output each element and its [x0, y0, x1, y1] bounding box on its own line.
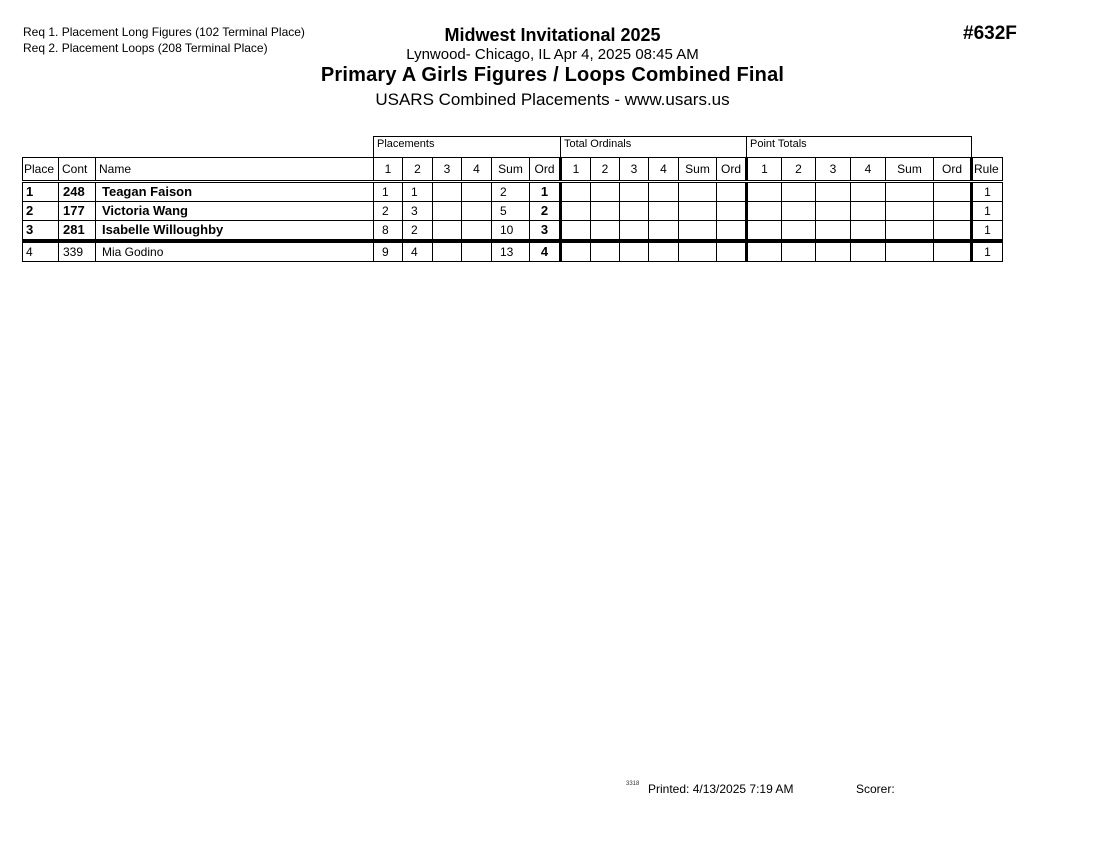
rule: 1 [972, 202, 1003, 221]
col-p4: 4 [462, 158, 492, 182]
t1 [561, 182, 591, 202]
t2 [591, 202, 620, 221]
col-pord: Ord [530, 158, 561, 182]
pt4 [851, 221, 886, 242]
pt1 [747, 221, 782, 242]
ptsum [886, 182, 934, 202]
col-t2: 2 [591, 158, 620, 182]
t1 [561, 221, 591, 242]
table-row [23, 202, 1003, 221]
p2: 2 [403, 221, 433, 242]
group-header-row [23, 137, 1003, 158]
event-number: #632F [963, 23, 1017, 44]
rule: 1 [972, 182, 1003, 202]
tsum [679, 202, 717, 221]
pord: 1 [530, 182, 561, 202]
col-psum: Sum [492, 158, 530, 182]
rule: 1 [972, 221, 1003, 242]
column-header-row [23, 158, 1003, 182]
p4 [462, 221, 492, 242]
event-title: Primary A Girls Figures / Loops Combined Final [320, 64, 785, 86]
skater-name: Teagan Faison [96, 182, 374, 202]
col-ptsum: Sum [886, 158, 934, 182]
t3 [620, 241, 649, 262]
col-ptord: Ord [934, 158, 972, 182]
tord [717, 241, 747, 262]
p1: 1 [374, 182, 403, 202]
p2: 4 [403, 241, 433, 262]
table-row [23, 221, 1003, 242]
t1 [561, 241, 591, 262]
place: 4 [23, 241, 59, 262]
col-place: Place [23, 158, 59, 182]
place: 3 [23, 221, 59, 242]
rule: 1 [972, 241, 1003, 262]
group-total-ordinals: Total Ordinals [561, 137, 747, 158]
col-rule: Rule [972, 158, 1003, 182]
skater-name: Victoria Wang [96, 202, 374, 221]
ptsum [886, 241, 934, 262]
pt4 [851, 182, 886, 202]
col-p3: 3 [433, 158, 462, 182]
psum: 13 [492, 241, 530, 262]
pt3 [816, 202, 851, 221]
ptord [934, 182, 972, 202]
pt4 [851, 241, 886, 262]
t2 [591, 221, 620, 242]
t4 [649, 221, 679, 242]
col-pt1: 1 [747, 158, 782, 182]
competition-title: Midwest Invitational 2025 [444, 25, 661, 45]
col-pt4: 4 [851, 158, 886, 182]
col-pt3: 3 [816, 158, 851, 182]
t3 [620, 202, 649, 221]
col-t1: 1 [561, 158, 591, 182]
pt3 [816, 221, 851, 242]
table-row [23, 241, 1003, 262]
group-placements: Placements [374, 137, 561, 158]
tsum [679, 182, 717, 202]
pord: 4 [530, 241, 561, 262]
group-point-totals: Point Totals [747, 137, 972, 158]
t4 [649, 241, 679, 262]
table-row [23, 182, 1003, 202]
ptord [934, 202, 972, 221]
ptord [934, 221, 972, 242]
place: 1 [23, 182, 59, 202]
t3 [620, 221, 649, 242]
t2 [591, 241, 620, 262]
requirement-2: Req 2. Placement Loops (208 Terminal Place) [23, 41, 268, 55]
pt1 [747, 202, 782, 221]
pt2 [782, 182, 816, 202]
psum: 2 [492, 182, 530, 202]
pt4 [851, 202, 886, 221]
t1 [561, 202, 591, 221]
t4 [649, 182, 679, 202]
p4 [462, 241, 492, 262]
tord [717, 221, 747, 242]
p1: 8 [374, 221, 403, 242]
pord: 2 [530, 202, 561, 221]
tsum [679, 221, 717, 242]
cont: 248 [59, 182, 96, 202]
col-p1: 1 [374, 158, 403, 182]
ptord [934, 241, 972, 262]
pt3 [816, 182, 851, 202]
col-pt2: 2 [782, 158, 816, 182]
ptsum [886, 202, 934, 221]
p3 [433, 182, 462, 202]
cont: 177 [59, 202, 96, 221]
p2: 3 [403, 202, 433, 221]
p3 [433, 221, 462, 242]
footer-code: 3318 [626, 781, 640, 787]
cont: 281 [59, 221, 96, 242]
t3 [620, 182, 649, 202]
skater-name: Mia Godino [96, 241, 374, 262]
scorer-label: Scorer: [856, 782, 895, 796]
psum: 5 [492, 202, 530, 221]
pt2 [782, 221, 816, 242]
tord [717, 202, 747, 221]
psum: 10 [492, 221, 530, 242]
p3 [433, 241, 462, 262]
printed-timestamp: Printed: 4/13/2025 7:19 AM [648, 782, 794, 796]
p4 [462, 202, 492, 221]
pt3 [816, 241, 851, 262]
location-datetime: Lynwood- Chicago, IL Apr 4, 2025 08:45 AM [406, 46, 699, 63]
p1: 2 [374, 202, 403, 221]
p3 [433, 202, 462, 221]
subtitle: USARS Combined Placements - www.usars.us [375, 90, 730, 109]
pord: 3 [530, 221, 561, 242]
p4 [462, 182, 492, 202]
col-p2: 2 [403, 158, 433, 182]
tord [717, 182, 747, 202]
tsum [679, 241, 717, 262]
pt2 [782, 241, 816, 262]
ptsum [886, 221, 934, 242]
t4 [649, 202, 679, 221]
col-t4: 4 [649, 158, 679, 182]
col-tord: Ord [717, 158, 747, 182]
col-tsum: Sum [679, 158, 717, 182]
p1: 9 [374, 241, 403, 262]
col-t3: 3 [620, 158, 649, 182]
cont: 339 [59, 241, 96, 262]
pt2 [782, 202, 816, 221]
place: 2 [23, 202, 59, 221]
col-name: Name [96, 158, 374, 182]
requirement-1: Req 1. Placement Long Figures (102 Terminal Place) [23, 25, 305, 39]
pt1 [747, 241, 782, 262]
results-table [22, 136, 1003, 262]
t2 [591, 182, 620, 202]
pt1 [747, 182, 782, 202]
col-cont: Cont [59, 158, 96, 182]
skater-name: Isabelle Willoughby [96, 221, 374, 242]
p2: 1 [403, 182, 433, 202]
